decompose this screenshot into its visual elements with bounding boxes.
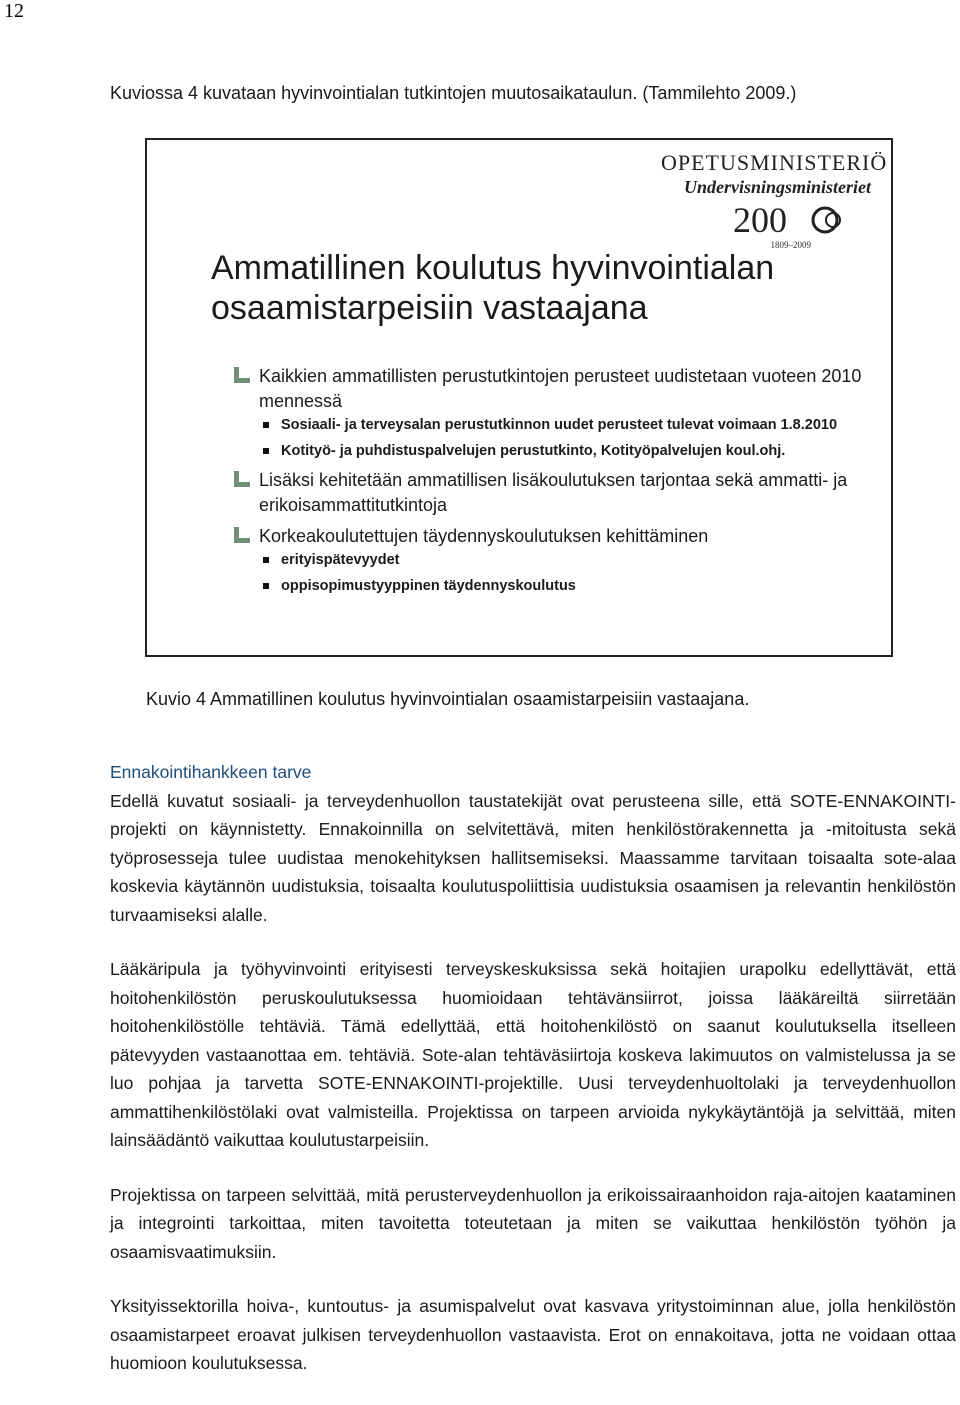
green-corner-bullet-icon — [233, 366, 251, 384]
slide-item — [231, 364, 871, 461]
green-corner-bullet-icon — [233, 470, 251, 488]
logo-year-text: 200 — [733, 200, 787, 240]
paragraph-spacer — [110, 1155, 956, 1181]
green-corner-bullet-icon — [233, 526, 251, 544]
body-text — [110, 758, 956, 1378]
slide-sub-item — [259, 551, 871, 570]
figure-slide — [145, 138, 893, 657]
slide-item — [231, 468, 871, 518]
paragraph: Yksityissektorilla hoiva-, kuntoutus- ja asumispalvelut ovat kasvava yritystoiminnan alue, jolla henkilöstön osaamistarpeet eroavat julkisen terveydenhuollon vastaavista. Erot on ennakoitava, jotta ne voidaan ottaa huomioon koulutuksessa. — [110, 1296, 956, 1373]
slide-sub-item — [259, 416, 871, 435]
slide-title — [211, 248, 811, 328]
intro-paragraph: Kuviossa 4 kuvataan hyvinvointialan tutkintojen muutosaikataulun. (Tammilehto 2009.) — [110, 83, 797, 103]
figure-caption: Kuvio 4 Ammatillinen koulutus hyvinvointialan osaamistarpeisiin vastaajana. — [146, 689, 750, 709]
section-heading: Ennakointihankkeen tarve — [110, 762, 312, 782]
paragraph: Projektissa on tarpeen selvittää, mitä perusterveydenhuollon ja erikoissairaanhoidon raja-aitojen kaataminen ja integrointi tarkoittaa, miten tavoitetta toteutetaan ja miten se vaikuttaa henkilöstön työhön ja osaamisvaatimuksiin. — [110, 1184, 956, 1262]
logo-main-text: OPETUSMINISTERIÖ — [661, 150, 888, 175]
logo-sub-text: Undervisningsministeriet — [683, 177, 871, 197]
paragraph-spacer — [110, 1266, 956, 1292]
page-number: 12 — [4, 0, 24, 22]
slide-sub-item-text: Sosiaali- ja terveysalan perustutkinnon uudet perusteet tulevat voimaan 1.8.2010 — [281, 417, 838, 433]
slide-title-line-1: Ammatillinen koulutus hyvinvointialan — [211, 249, 775, 287]
slide-item — [231, 524, 871, 596]
logo-year-range: 1809–2009 — [770, 240, 811, 250]
square-bullet-icon — [263, 448, 269, 454]
slide-item-text: Kaikkien ammatillisten perustutkintojen perusteet uudistetaan vuoteen 2010 mennessä — [259, 366, 862, 411]
paragraph: Edellä kuvatut sosiaali- ja terveydenhuollon taustatekijät ovat perusteena sille, että SOTE-ENNAKOINTI-projekti on käynnistetty. Ennakoinnilla on selvitettävä, miten henkilöstörakennetta ja -mitoitusta sekä työprosesseja tulee uudistaa menokehityksen hallitsemiseksi. Maassamme tarvitaan toisaalta sote-alaa koskevia käytännön uudistuksia, toisaalta koulutuspoliittisia uudistuksia osaamisen ja relevantin henkilöstön turvaamiseksi alalle. — [110, 790, 956, 925]
slide-sub-item-text: Kotityö- ja puhdistuspalvelujen perustutkinto, Kotityöpalvelujen koul.ohj. — [281, 443, 786, 459]
paragraph-spacer — [110, 929, 956, 955]
slide-sub-item — [259, 442, 871, 461]
square-bullet-icon — [263, 557, 269, 563]
slide-item-text: Lisäksi kehitetään ammatillisen lisäkoulutuksen tarjontaa sekä ammatti- ja erikoisammattitutkintoja — [259, 470, 848, 515]
slide-sub-list — [259, 416, 871, 461]
slide-sub-list — [259, 551, 871, 596]
slide-title-line-2: osaamistarpeisiin vastaajana — [211, 289, 648, 327]
square-bullet-icon — [263, 422, 269, 428]
slide-sub-item-text: erityispätevyydet — [281, 552, 400, 568]
slide-bullet-list — [231, 364, 871, 603]
slide-sub-item — [259, 577, 871, 596]
paragraph: Lääkäripula ja työhyvinvointi erityisesti terveyskeskuksissa sekä hoitajien urapolku edellyttävät, että hoitohenkilöstön peruskoulutuksessa huomioidaan tehtävänsiirrot, joissa lääkäreiltä siirretään hoitohenkilöstölle tehtäviä. Tämä edellyttää, että hoitohenkilöstö on saanut koulutuksella itselleen pätevyyden vastaanottaa em. tehtäviä. Sote-alan tehtäväsiirtoja koskeva lakimuutos on valmistelussa ja se luo pohjaa ja tarvetta SOTE-ENNAKOINTI-projektille. Uusi terveydenhuoltolaki ja terveydenhuollon ammattihenkilöstölaki ovat valmisteilla. Projektissa on tarpeen arvioida nykykäytäntöjä ja selvittää, miten lainsäädäntö vaikuttaa koulutustarpeisiin. — [110, 959, 956, 1150]
slide-item-text: Korkeakoulutettujen täydennyskoulutuksen kehittäminen — [259, 526, 709, 546]
slide-sub-item-text: oppisopimustyyppinen täydennyskoulutus — [281, 578, 576, 594]
anniversary-200-mark — [733, 200, 843, 240]
square-bullet-icon — [263, 583, 269, 589]
ministry-logo — [661, 150, 888, 256]
